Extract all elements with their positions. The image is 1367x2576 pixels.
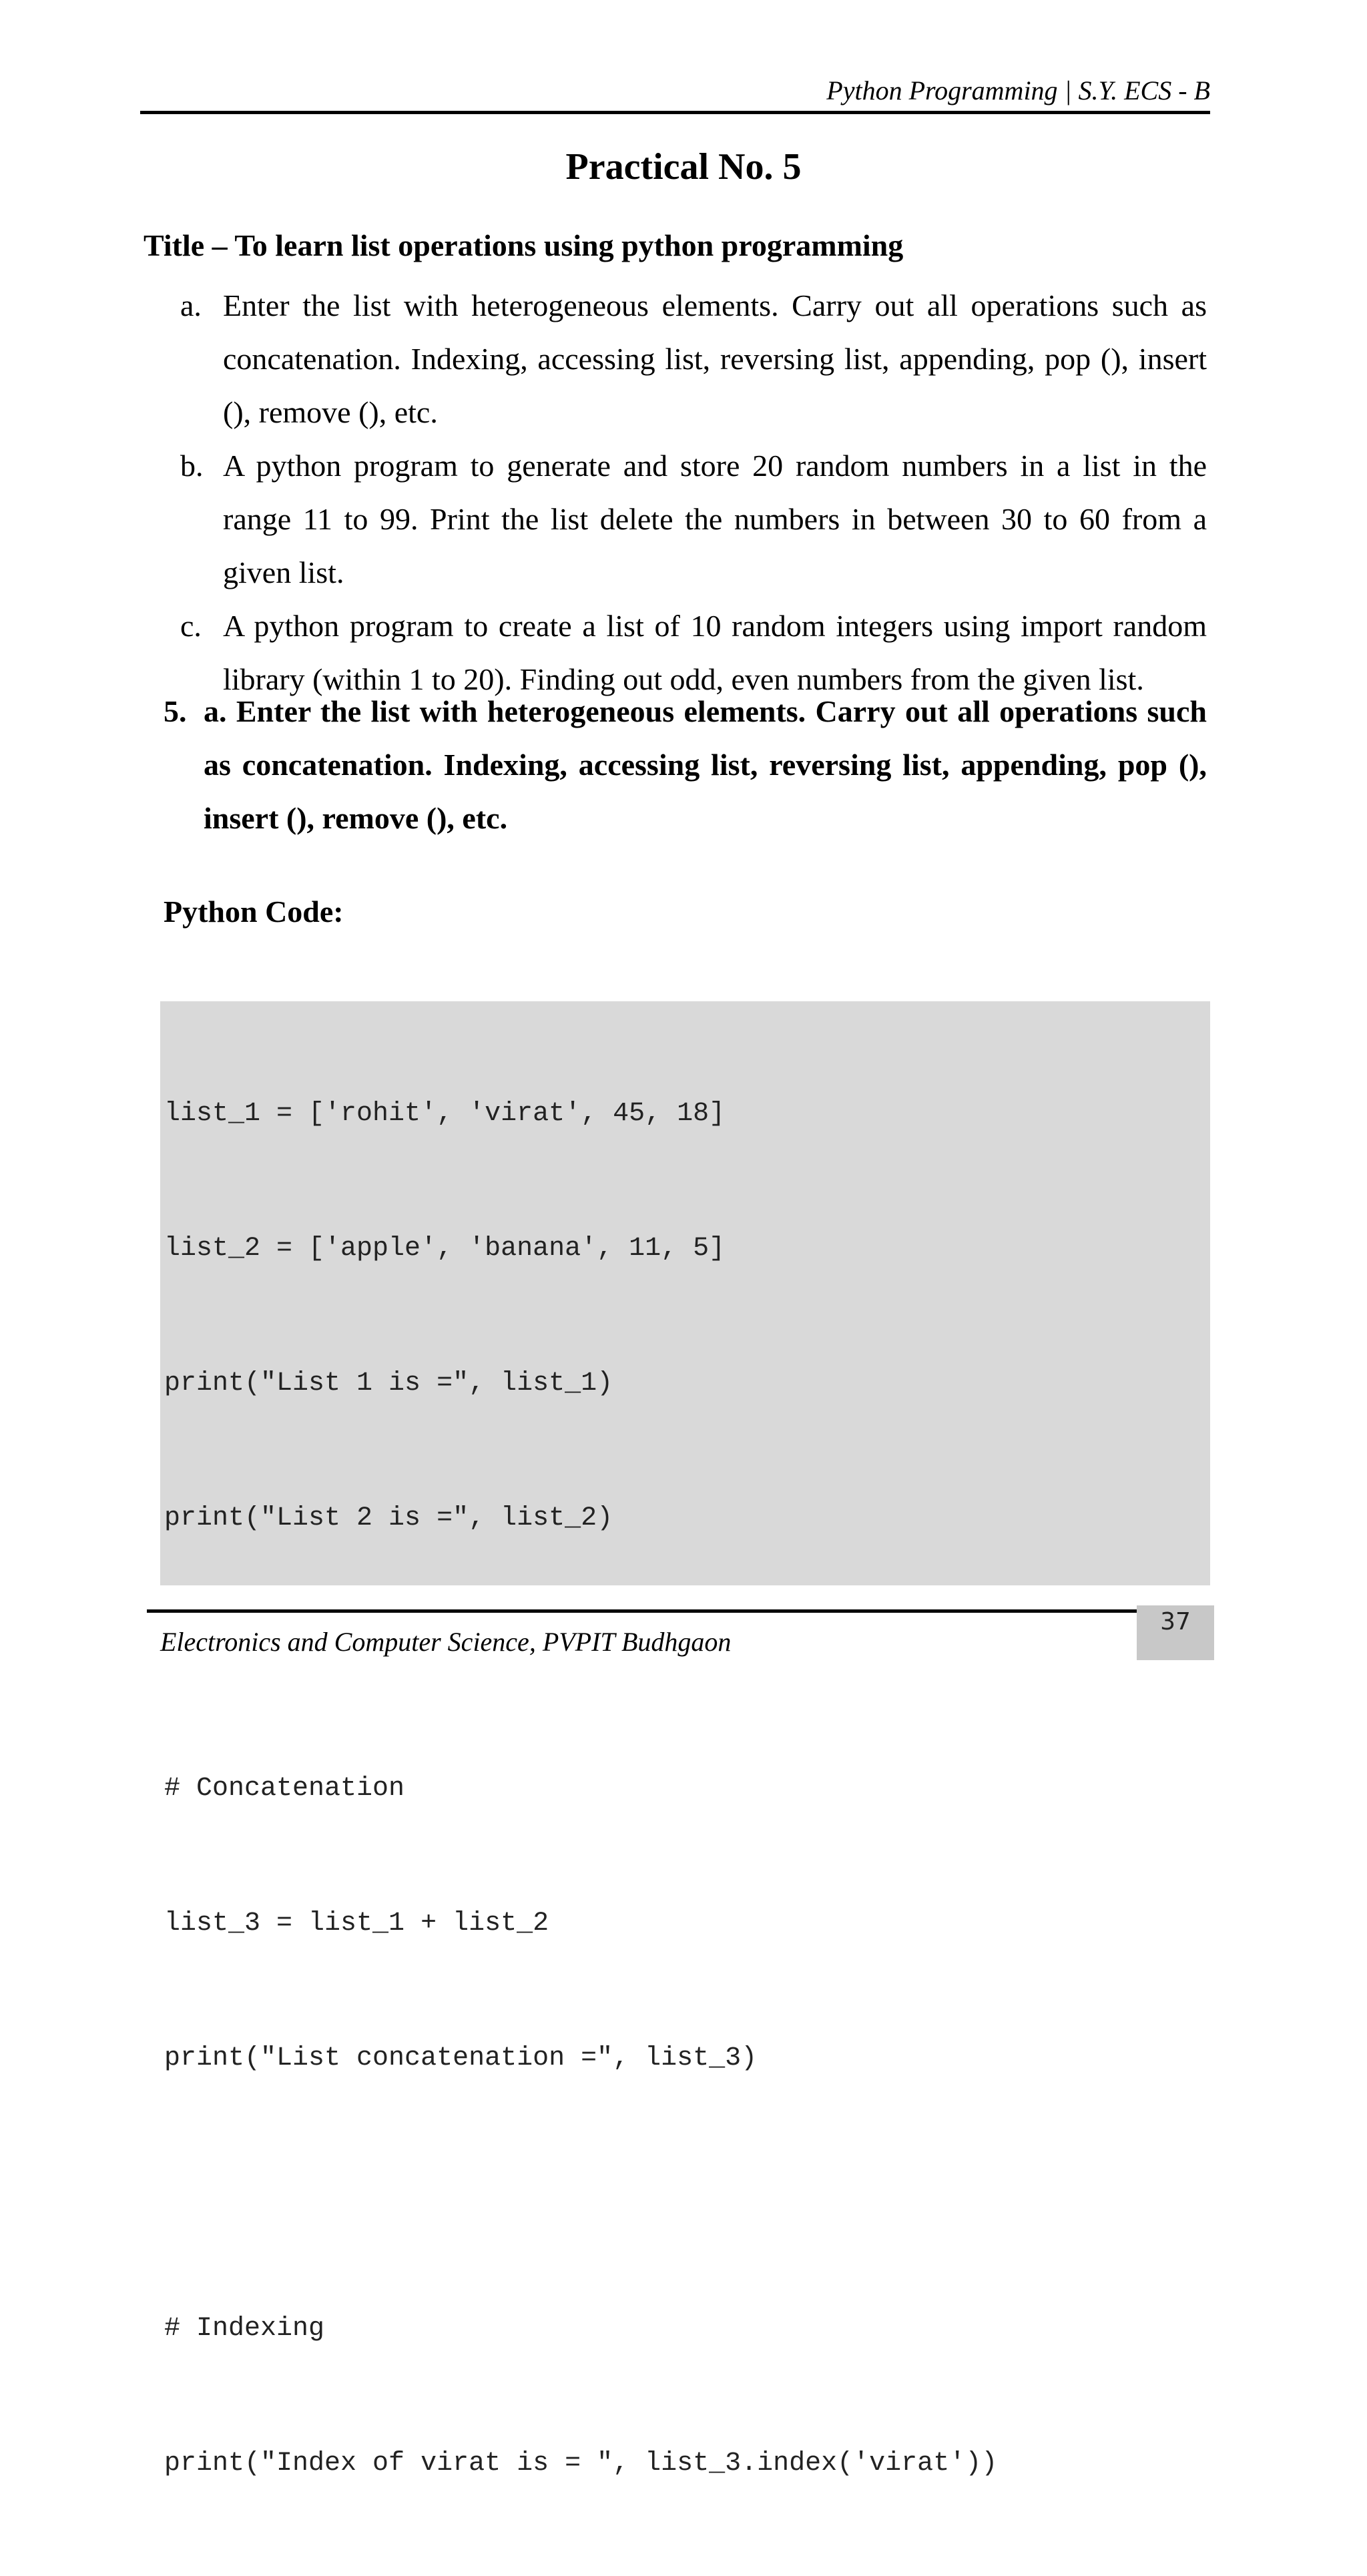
objective-item	[180, 279, 1207, 439]
code-lines	[164, 1001, 997, 2576]
objective-text: A python program to generate and store 20 random numbers in a list in the range 11 to 99. Print the list delete the numbers in between 30 to 60 from a given list.	[223, 449, 1207, 589]
header-rule	[140, 111, 1210, 114]
objectives-list	[180, 279, 1207, 706]
running-header: Python Programming | S.Y. ECS - B	[826, 75, 1210, 105]
objective-marker: a.	[180, 288, 202, 322]
task-heading-text: a. Enter the list with heterogeneous elements. Carry out all operations such as concatenation. Indexing, accessing list, reversing list, appending, pop (), insert (), remove (), etc.	[204, 694, 1207, 835]
code-line: # Concatenation	[164, 1773, 405, 1804]
task-heading	[164, 685, 1207, 845]
objective-item	[180, 439, 1207, 599]
objective-text: A python program to create a list of 10 random integers using import random library (within 1 to 20). Finding out odd, even numbers from the given list.	[223, 609, 1207, 696]
task-number: 5.	[164, 694, 187, 728]
code-line: print("List 1 is =", list_1)	[164, 1368, 613, 1399]
objective-text: Enter the list with heterogeneous elements. Carry out all operations such as concatenation. Indexing, accessing list, reversing list, appending, pop (), insert (), remove (), etc.	[223, 288, 1207, 429]
running-footer: Electronics and Computer Science, PVPIT Budhgaon	[160, 1627, 732, 1657]
code-line: print("List 2 is =", list_2)	[164, 1503, 613, 1534]
code-line: # Indexing	[164, 2313, 325, 2344]
code-line: list_1 = ['rohit', 'virat', 45, 18]	[164, 1098, 726, 1129]
practical-title: Title – To learn list operations using python programming	[144, 228, 904, 262]
footer-rule	[147, 1609, 1210, 1613]
page-number: 37	[1137, 1605, 1214, 1660]
code-line: print("Index of virat is = ", list_3.index('virat'))	[164, 2448, 998, 2479]
objective-marker: c.	[180, 609, 202, 643]
code-line: print("List concatenation =", list_3)	[164, 2043, 758, 2074]
code-line	[164, 2171, 997, 2216]
code-line: list_2 = ['apple', 'banana', 11, 5]	[164, 1234, 726, 1264]
code-label: Python Code:	[164, 894, 344, 929]
code-line: list_3 = list_1 + list_2	[164, 1908, 549, 1939]
practical-heading: Practical No. 5	[565, 146, 802, 188]
objective-marker: b.	[180, 449, 204, 483]
